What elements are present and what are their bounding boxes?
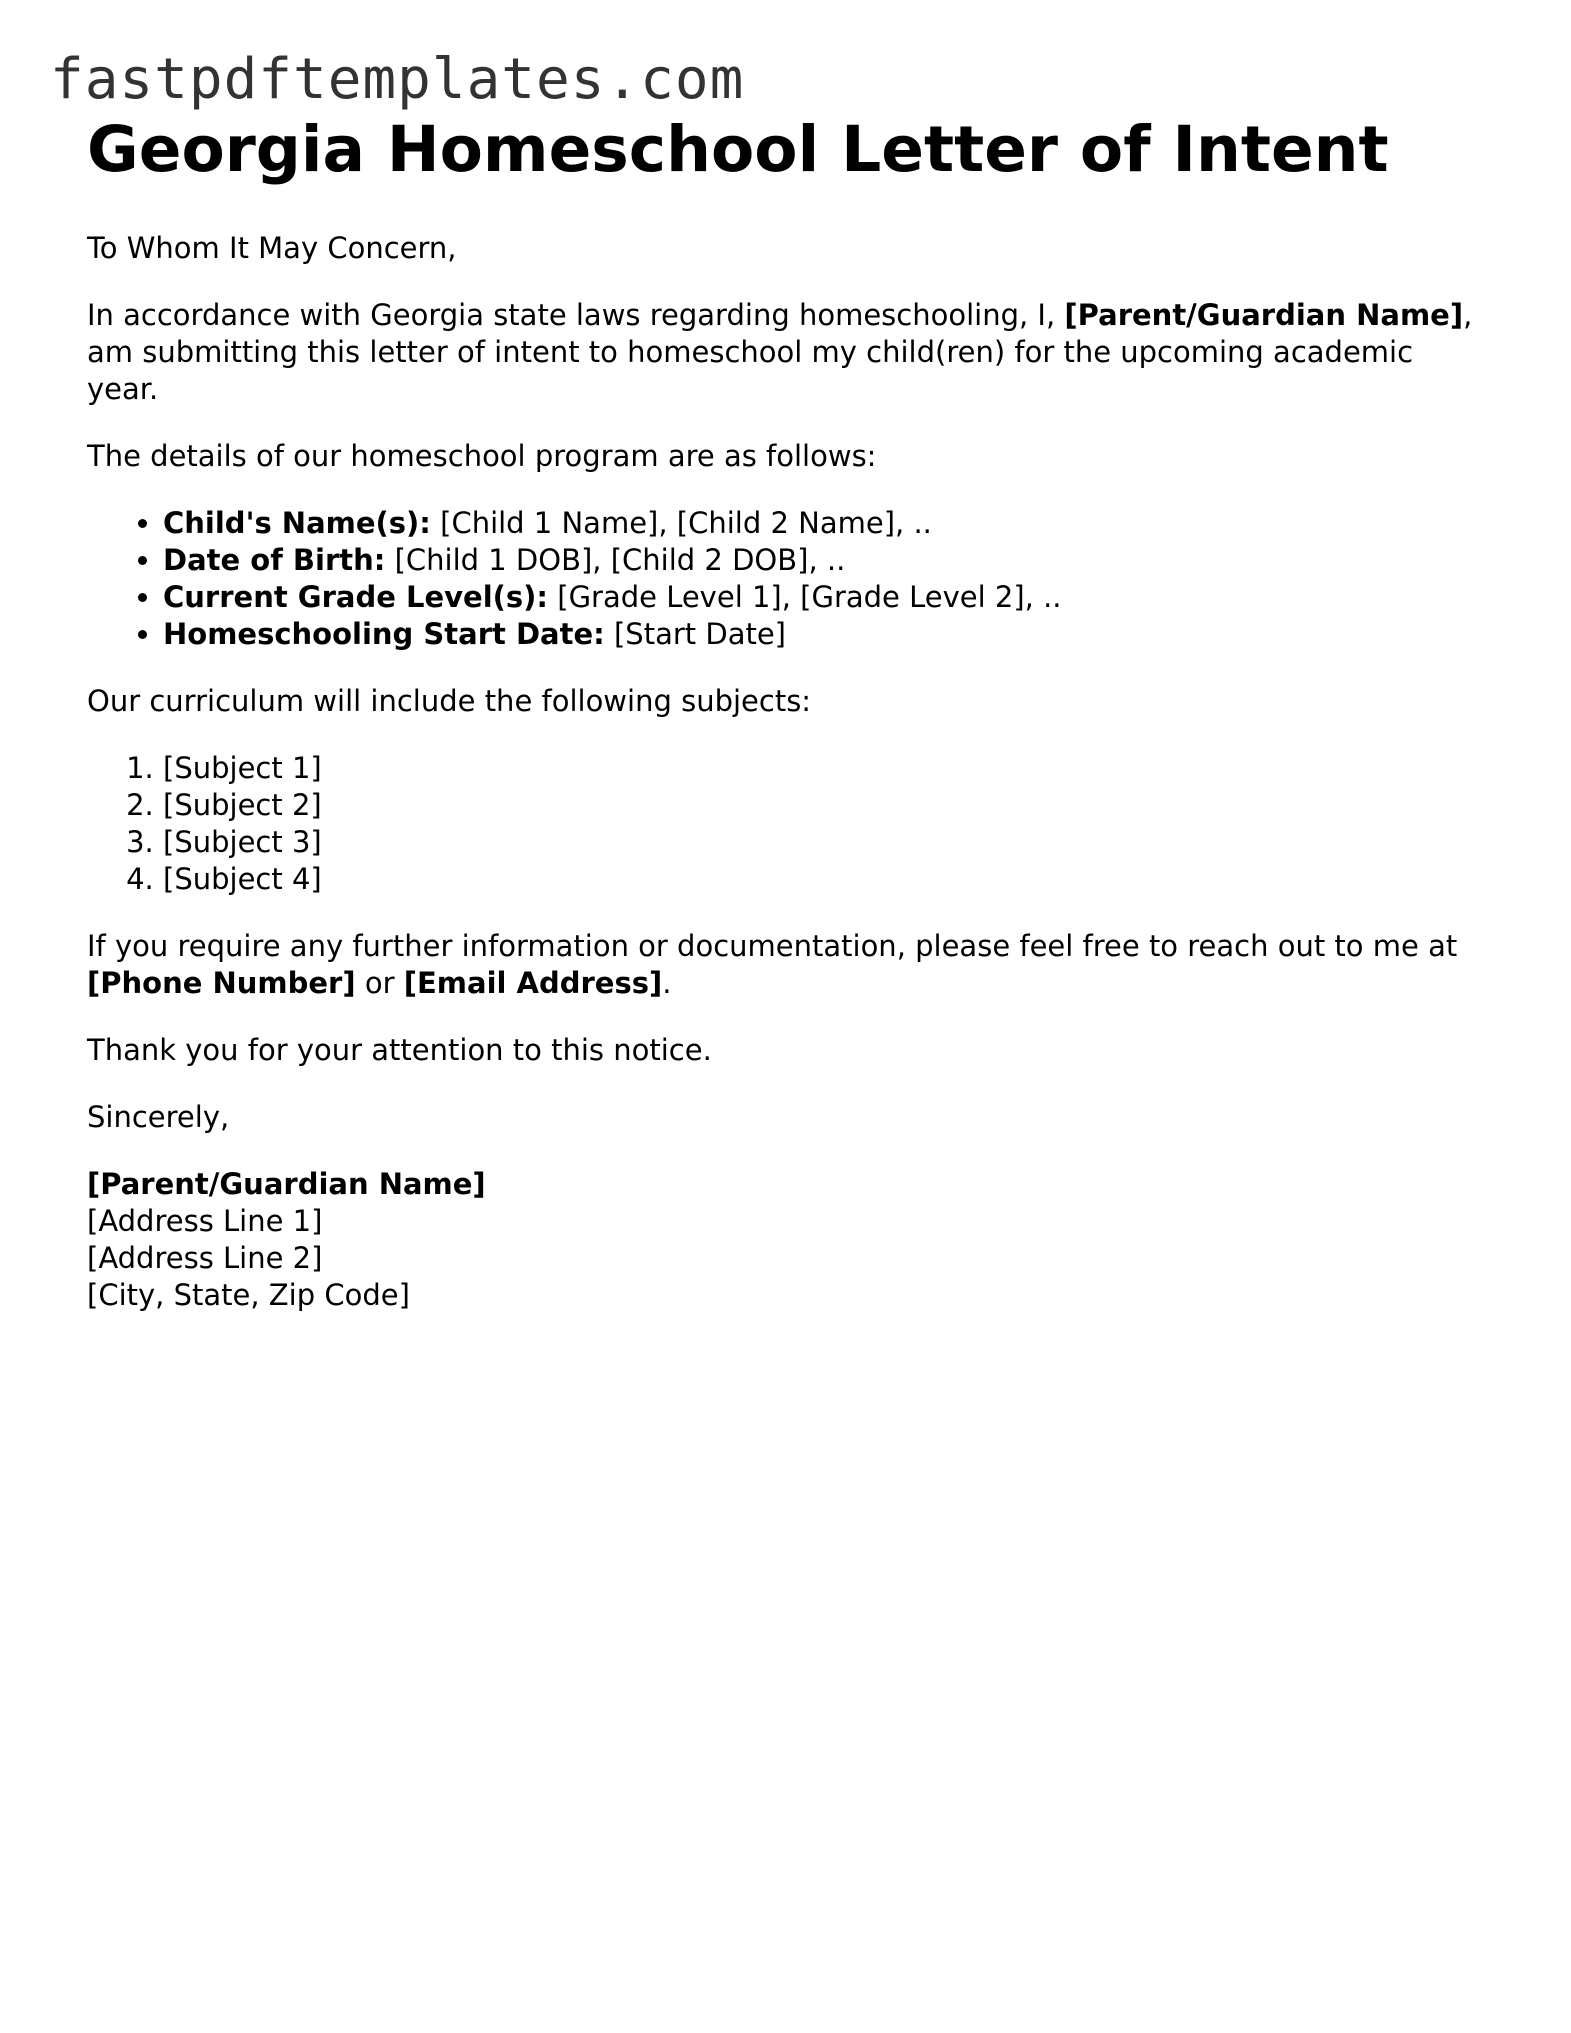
curriculum-heading: Our curriculum will include the following subjects: [87,684,812,718]
detail-label: Child's Name(s): [163,506,431,540]
intro-text-after: , am submitting this letter of intent to homeschool my child(ren) for the upcoming academic year. [87,298,1473,406]
details-list [87,505,1487,653]
list-item [163,505,1487,542]
subjects-list [87,750,1487,898]
signature-name-placeholder: [Parent/Guardian Name] [87,1167,486,1201]
page-title: Georgia Homeschool Letter of Intent [87,113,1389,186]
contact-text-before: If you require any further information or documentation, please feel free to reach out to me at [87,929,1458,963]
detail-label: Date of Birth: [163,543,386,577]
contact-text-after: . [662,966,672,1000]
city-state-zip: [City, State, Zip Code] [87,1278,410,1312]
detail-label: Homeschooling Start Date: [163,617,605,651]
detail-value: [Start Date] [604,617,786,651]
list-item: 4. [Subject 4] [163,861,1487,898]
contact-paragraph [87,928,1487,1002]
detail-value: [Child 1 Name], [Child 2 Name], .. [430,506,932,540]
intro-text-before: In accordance with Georgia state laws regarding homeschooling, I, [87,298,1065,332]
contact-text-middle: or [355,966,404,1000]
signature-name [87,1166,1487,1203]
intro-guardian-placeholder: [Parent/Guardian Name] [1064,298,1464,332]
intro-paragraph [87,297,1487,408]
detail-label: Current Grade Level(s): [163,580,549,614]
salutation: To Whom It May Concern, [87,231,457,265]
list-item [163,542,1487,579]
watermark: fastpdftemplates.com [50,47,745,112]
letter-document [87,110,1487,1314]
address-line-1: [Address Line 1] [87,1204,323,1238]
phone-placeholder: [Phone Number] [87,966,356,1000]
list-item [163,616,1487,653]
list-item: 2. [Subject 2] [163,787,1487,824]
email-placeholder: [Email Address] [403,966,663,1000]
details-heading: The details of our homeschool program are as follows: [87,439,877,473]
thanks-line: Thank you for your attention to this notice. [87,1033,712,1067]
list-item: 1. [Subject 1] [163,750,1487,787]
closing-line: Sincerely, [87,1100,230,1134]
detail-value: [Grade Level 1], [Grade Level 2], .. [548,580,1062,614]
list-item: 3. [Subject 3] [163,824,1487,861]
signature-block [87,1166,1487,1314]
list-item [163,579,1487,616]
address-line-2: [Address Line 2] [87,1241,323,1275]
detail-value: [Child 1 DOB], [Child 2 DOB], .. [385,543,846,577]
